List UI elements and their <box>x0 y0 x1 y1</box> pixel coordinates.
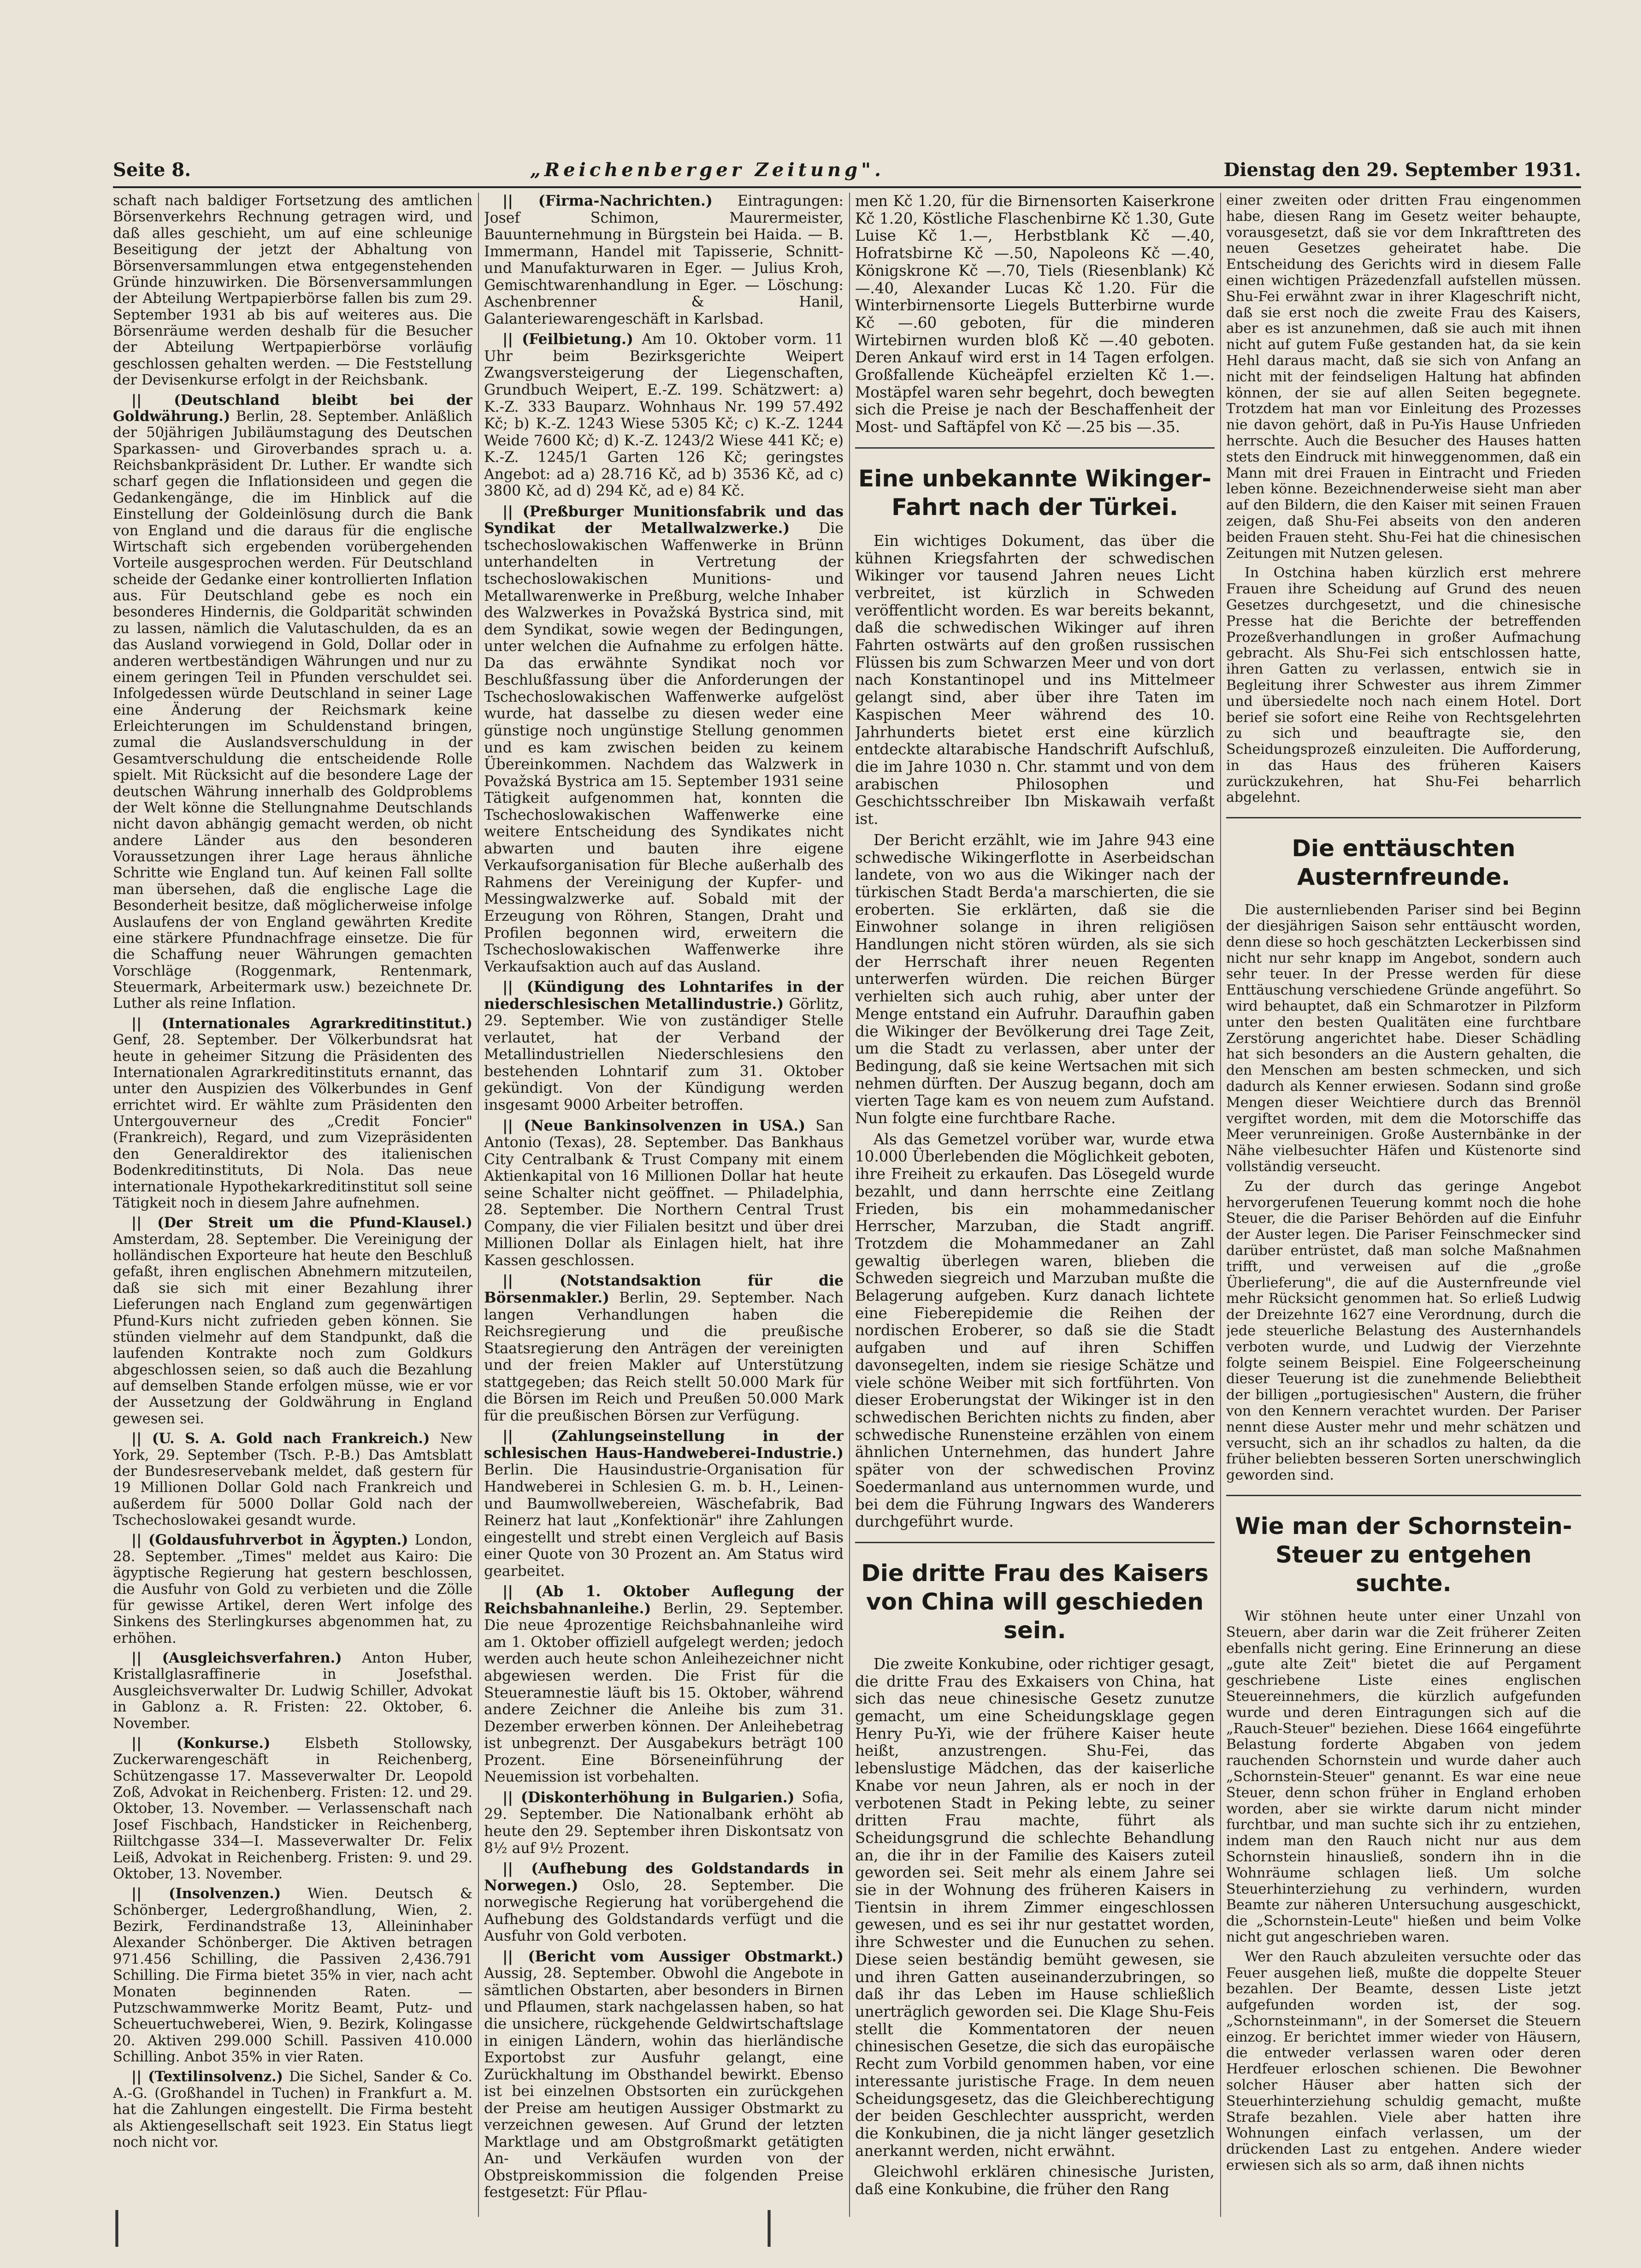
notice <box>484 193 844 327</box>
notice-heading: || (Deutschland bleibt bei der Goldwährung.) <box>113 391 472 425</box>
notice-text: Wien. Deutsch & Schönberger, Ledergroßhandlung, Wien, 2. Bezirk, Ferdinandstraße 13, Alleininhaber Alexander Schönberger. Die Aktiven betragen 971.456 Schilling, die Passiven 2,436.791 Schilling. Die Firma bietet 35% in vier, nach acht Monaten beginnenden Raten. — Putzschwammwerke Moritz Beamt, Putz- und Scheuertuchweberei, Wien, 9. Bezirk, Kolingasse 20. Aktiven 299.000 Schill. Passiven 410.000 Schilling. Anbot 35% in vier Raten. <box>113 1886 472 2065</box>
article-paragraph: In Ostchina haben kürzlich erst mehrere Frauen ihre Scheidung auf Grund des neuen Gesetzes durchgesetzt, und die chinesische Presse hat die Berichte der betreffenden Prozeßverhandlungen in großer Aufmachung gebracht. Als Shu-Fei sich entschlossen hatte, ihren Gatten zu verlassen, entwich sie in Begleitung ihrer Schwester aus ihrem Zimmer und übersiedelte noch nach einem Hotel. Dort berief sie sofort eine Reihe von Rechtsgelehrten zu sich und beauftragte sie, den Scheidungsprozeß einzuleiten. Die Aufforderung, in das Haus des früheren Kaisers zurückzukehren, hat Shu-Fei beharrlich abgelehnt. <box>1226 565 1581 806</box>
notice-heading: || (Notstandsaktion für die Börsenmakler.) <box>484 1272 844 1306</box>
article-paragraph: Der Bericht erzählt, wie im Jahre 943 eine schwedische Wikingerflotte in Aserbeidschan landete, von wo aus die Wikinger nach der türkischen Stadt Berda'a marschierten, die sie eroberten. Sie erklärten, daß sie die Einwohner solange in ihren religiösen Handlungen nicht stören würden, als sie sich der Herrschaft ihrer neuen Regenten unterwerfen würden. Die reichen Bürger verhielten sich auch ruhig, aber unter der Menge entstand ein Aufruhr. Daraufhin gaben die Wikinger der Bevölkerung drei Tage Zeit, um die Stadt zu verlassen, aber unter der Bedingung, daß sie keine Wertsachen mit sich nehmen dürften. Der Auszug begann, doch am vierten Tage kam es von neuem zum Aufstand. Nun folgte eine furchtbare Rache. <box>855 831 1215 1127</box>
column-divider <box>1220 193 1221 2217</box>
notice <box>484 1428 844 1580</box>
notice-heading: || (Feilbietung.) <box>502 331 633 348</box>
notice <box>484 979 844 1113</box>
notice <box>484 1948 844 2201</box>
notice-text: Berlin, 29. September. Nach langen Verhandlungen haben die Reichsregierung und die preußische Staatsregierung den Anträgen der vereinigten und der freien Makler auf Unterstützung stattgegeben; das Reich stellt 50.000 Mark für die Börsen im Reich und Preußen 50.000 Mark für die preußischen Börsen zur Verfügung. <box>484 1290 844 1424</box>
notice-text: Berlin, 29. September. Die neue 4prozentige Reichsbahnanleihe wird am 1. Oktober offiziell aufgelegt werden; jedoch werden auch heute schon Anleihezeichner nicht abgewiesen werden. Die Frist für die Steueramnestie läuft bis 15. Oktober, während andere Zeichner die Anleihe bis zum 31. Dezember erwerben können. Der Anleihebetrag ist unbegrenzt. Der Ausgabekurs beträgt 100 Prozent. Eine Börseneinführung der Neuemission ist vorbehalten. <box>484 1600 844 1786</box>
notice-text: Die Sichel, Sander & Co. A.-G. (Großhandel in Tuchen) in Frankfurt a. M. hat die Zahlungen eingestellt. Die Firma besteht als Aktiengesellschaft seit 1923. Ein Status liegt noch nicht vor. <box>113 2069 472 2150</box>
notice <box>113 1532 472 1646</box>
notice <box>484 331 844 499</box>
article-paragraph: Die zweite Konkubine, oder richtiger gesagt, die dritte Frau des Exkaisers von China, hat sich das neue chinesische Gesetz zunutze gemacht, um eine Scheidungsklage gegen Henry Pu-Yi, wie der frühere Kaiser heute heißt, anzustrengen. Shu-Fei, das lebenslustige Mädchen, das der kaiserliche Knabe vor neun Jahren, als er noch in der verbotenen Stadt in Peking lebte, zu seiner dritten Frau machte, führt als Scheidungsgrund die schlechte Behandlung an, die ihr in der Familie des Kaisers zuteil geworden sei. Seit mehr als einem Jahre sei sie in der Wohnung des früheren Kaisers in Tientsin in ihrem Zimmer eingeschlossen gewesen, und es sei ihr nur gestattet worden, ihre Schwester und die Eunuchen zu sehen. Diese seien beständig bemüht gewesen, sie und ihren Gatten auseinanderzubringen, so daß ihr das Leben im Hause schließlich unerträglich geworden sei. Die Klage Shu-Feis stellt die Kommentatoren der neuen chinesischen Gesetze, die sich das europäische Recht zum Vorbild genommen haben, vor eine interessante juristische Frage. In dem neuen Scheidungsgesetz, das die Gleichberechtigung der beiden Geschlechter ausspricht, werden die Konkubinen, die ja nicht länger gesetzlich anerkannt werden, nicht erwähnt. <box>855 1655 1215 2160</box>
article-paragraph: Wir stöhnen heute unter einer Unzahl von Steuern, aber darin war die Zeit früherer Zeiten ebenfalls nicht gering. Eine Erinnerung an diese „gute alte Zeit" bietet die auf Pergament geschriebene Liste eines englischen Steuereinnehmers, die kürzlich aufgefunden wurde und deren Eintragungen sich auf die „Rauch-Steuer" beziehen. Diese 1664 eingeführte Belastung forderte Abgaben von jedem rauchenden Schornstein und wurde daher auch „Schornstein-Steuer" genannt. Es war eine neue Steuer, denn schon früher in England erhoben worden, aber sie wirkte darum nicht minder furchtbar, und man suchte sich ihr zu entziehen, indem man den Rauch nicht nur aus dem Schornstein hinausließ, sondern ihn in die Wohnräume schlagen ließ. Um solche Steuerhinterziehung zu verhindern, wurden Beamte zur näheren Untersuchung ausgeschickt, die „Schornstein-Leute" hießen und beim Volke nicht gut angeschrieben waren. <box>1226 1608 1581 1945</box>
scan-mark: | <box>763 2204 775 2247</box>
notice-text: Berlin, 28. September. Anläßlich der 50jährigen Jubiläumstagung des Deutschen Sparkassen- und Giroverbandes sprach u. a. Reichsbankpräsident Dr. Luther. Er wandte sich scharf gegen die Inflationsideen und gegen die Gedankengänge, die im Hinblick auf die Einstellung der Goldeinlösung durch die Bank von England und die daraus für die englische Wirtschaft sich ergebenden vorübergehenden Vorteile ausgesprochen werden. Für Deutschland scheide der Gedanke einer kontrollierten Inflation aus. Für Deutschland gebe es noch ein besonderes Hindernis, die Goldparität schwinden zu lassen, nämlich die Valutaschulden, da es an das Ausland vorwiegend in Gold, Dollar oder in anderen wertbeständigen Währungen und nur zu einem geringen Teil in Pfunden verschuldet sei. Infolgedessen würde Deutschland in seiner Lage eine Änderung der Reichsmark keine Erleichterungen im Schuldenstand bringen, zumal die Auslandsverschuldung in der Gesamtverschuldung die entscheidende Rolle spielt. Mit Rücksicht auf die besondere Lage der deutschen Währung innerhalb des Goldproblems der Welt könne die Stellungnahme Deutschlands nicht davon abhängig gemacht werden, ob nicht andere Länder aus den besonderen Voraussetzungen ihrer Lage heraus ähnliche Schritte wie England tun. Auf keinen Fall sollte man übersehen, daß die englische Lage die Besonderheit besitze, daß möglicherweise infolge Auslaufens der von England gewährten Kredite eine stärkere Pfundnachfrage einsetze. Die für die Schaffung neuer Währungen gemachten Vorschläge (Roggenmark, Rentenmark, Steuermark, Arbeitermark usw.) bezeichnete Dr. Luther als reine Inflation. <box>113 408 472 1012</box>
notice-heading: || (Internationales Agrarkreditinstitut.) <box>131 1015 472 1032</box>
notice-heading: || (Neue Bankinsolvenzen in USA.) <box>502 1117 806 1134</box>
notice <box>484 1789 844 1857</box>
article-continuation: einer zweiten oder dritten Frau eingenommen habe, diesen Rang im Gesetz weiter behaupte, vorausgesetzt, daß sie vor dem Inkrafttreten des neuen Gesetzes geheiratet habe. Die Entscheidung des Gerichts wird in diesem Falle einen wichtigen Präzedenzfall aufstellen müssen. Shu-Fei erwähnt zwar in ihrer Klageschrift nicht, daß sie erst noch die zweite Frau des Kaisers, aber es ist anzunehmen, daß sie auch mit ihnen nicht auf gutem Fuße gestanden hat, da sie kein Hehl daraus macht, daß sie sich von Anfang an nicht mit der feindseligen Haltung hat abfinden können, der sie auf allen Seiten begegnete. Trotzdem hat man vor Einleitung des Prozesses nie davon gehört, daß in Pu-Yis Hause Unfrieden herrschte. Auch die Besucher des Hauses hatten stets den Eindruck mit hinweggenommen, daß ein Mann mit drei Frauen in Eintracht und Frieden leben könne. Bezeichnenderweise sieht man aber auf den Bildern, die den Kaiser mit seinen Frauen zeigen, daß Shu-Fei abseits von den anderen beiden Frauen steht. Shu-Fei hat die chinesischen Zeitungen mit Nutzen gelesen. <box>1226 193 1581 562</box>
article-paragraph: Als das Gemetzel vorüber war, wurde etwa 10.000 Überlebenden die Möglichkeit geboten, ihre Freiheit zu erkaufen. Das Lösegeld wurde bezahlt, und dann herrschte eine Zeitlang Frieden, bis ein mohammedanischer Herrscher, Marzuban, die Stadt angriff. Trotzdem die Mohammedaner an Zahl gewaltig überlegen waren, blieben die Schweden siegreich und Marzuban mußte die Belagerung aufgeben. Kurz danach lichtete eine Fieberepidemie die Reihen der nordischen Eroberer, so daß sie die Stadt aufgaben und auf ihren Schiffen davonsegelten, indem sie riesige Schätze und viele schöne Weiber mit sich fortführten. Von dieser Eroberungstat der Wikinger ist in den schwedischen Berichten nichts zu finden, aber schwedische Runensteine erzählen von einem ähnlichen Unternehmen, das hundert Jahre später von der schwedischen Provinz Soedermanland aus unternommen wurde, und bei dem die Führung Ingwars des Wanderers durchgeführt wurde. <box>855 1130 1215 1531</box>
page-header <box>113 156 1581 184</box>
article-paragraph: Gleichwohl erklären chinesische Juristen, daß eine Konkubine, die früher den Rang <box>855 2163 1215 2198</box>
article-paragraph: Die austernliebenden Pariser sind bei Beginn der diesjährigen Saison sehr enttäuscht worden, denn diese so hoch geschätzten Leckerbissen sind nicht nur sehr knapp im Angebot, sondern auch sehr teuer. In der Presse werden für diese Enttäuschung verschiedene Gründe angeführt. So wird behauptet, daß ein Schmarotzer in Pilzform unter den besten Qualitäten eine furchtbare Zerstörung angerichtet habe. Dieser Schädling hat sich besonders an die Austern gehalten, die den Menschen am besten schmecken, und sich dadurch als Kenner erwiesen. Sodann sind große Mengen dieser Weichtiere durch das Brennöl vergiftet worden, mit dem die Motorschiffe das Meer verunreinigen. Große Austernbänke in der Nähe vielbesuchter Häfen und Küstenorte sind vollständig verseucht. <box>1226 902 1581 1175</box>
notice-text: Görlitz, 29. September. Wie von zuständiger Stelle verlautet, hat der Verband der Metallindustriellen Niederschlesiens den bestehenden Lohntarif zum 31. Oktober gekündigt. Von der Kündigung werden insgesamt 9000 Arbeiter betroffen. <box>484 995 844 1113</box>
notice-text: Aussig, 28. September. Obwohl die Angebote in sämtlichen Obstarten, aber besonders in Birnen und Pflaumen, stark nachgelassen haben, so hat die unsichere, rückgehende Geldwirtschaftslage in einigen Ländern, wohin das hierländische Exportobst zur Ausfuhr gelangt, eine Zurückhaltung im Obsthandel bewirkt. Ebenso ist bei einzelnen Obstsorten ein zurückgehen der Preise am heutigen Aussiger Obstmarkt zu verzeichnen gewesen. Auf Grund der letzten Marktlage und am Obstgroßmarkt getätigten An- und Verkäufen wurden von der Obstpreiskommission die folgenden Preise festgesetzt: Für Pflau- <box>484 1965 844 2201</box>
notice-heading: || (Bericht vom Aussiger Obstmarkt.) <box>502 1948 844 1965</box>
notice-text: Amsterdam, 28. September. Die Vereinigung der holländischen Exporteure hat heute den Beschluß gefaßt, ihren englischen Abnehmern mitzuteilen, daß sie sich mit einer Bezahlung ihrer Lieferungen nach England zum gegenwärtigen Pfund-Kurs nicht zufrieden geben können. Sie stünden vielmehr auf dem Standpunkt, daß die laufenden Kontrakte noch zum Goldkurs abgeschlossen seien, so daß auch die Bezahlung auf demselben Stande erfolgen müsse, wie er vor der Aussetzung der Goldwährung in England gewesen sei. <box>113 1231 472 1427</box>
notice-text: Genf, 28. September. Der Völkerbundsrat hat heute in geheimer Sitzung die Präsidenten des Internationalen Agrarkreditinstituts ernannt, das unter den Auspizien des Völkerbundes in Genf errichtet wird. Er wählte zum Präsidenten den Untergouverneur des „Credit Foncier" (Frankreich), Regard, und zum Vizepräsidenten den Generaldirektor des italienischen Bodenkreditinstituts, Di Nola. Das neue internationale Hypothekarkreditinstitut soll seine Tätigkeit noch in diesem Jahre aufnehmen. <box>113 1032 472 1211</box>
headline-oyster-lovers: Die enttäuschten Austernfreunde. <box>1292 835 1516 891</box>
column-4-features <box>1226 193 1581 2217</box>
notice-heading: || (Preßburger Munitionsfabrik und das Syndikat der Metallwalzwerke.) <box>484 503 844 537</box>
headline-chimney-tax: Wie man der Schornstein-Steuer zu entgehen suchte. <box>1235 1512 1572 1597</box>
notice <box>484 1273 844 1424</box>
notice-text: Berlin. Die Hausindustrie-Organisation für Handweberei in Schlesien G. m. b. H., Leinen- und Baumwollwebereien, Wäschefabrik, Bad Reinerz hat laut „Konfektionär" ihre Zahlungen eingestellt und strebt einen Vergleich auf Basis einer Quote von 30 Prozent an. Am Status wird gearbeitet. <box>484 1462 844 1580</box>
notice-text: Am 10. Oktober vorm. 11 Uhr beim Bezirksgerichte Weipert Zwangsversteigerung der Liegenschaften, Grundbuch Weipert, E.-Z. 199. Schätzwert: a) K.-Z. 333 Bauparz. Wohnhaus Nr. 199 57.492 Kč; b) K.-Z. 1243 Wiese 5305 Kč; c) K.-Z. 1244 Weide 7600 Kč; d) K.-Z. 1243/2 Wiese 441 Kč; e) K.-Z. 1245/1 Garten 126 Kč; geringstes Angebot: ad a) 28.716 Kč, ad b) 3536 Kč, ad c) 3800 Kč, ad d) 294 Kč, ad e) 84 Kč. <box>484 331 844 500</box>
notice-text: San Antonio (Texas), 28. September. Das Bankhaus City Centralbank & Trust Company mit einem Aktienkapital von 16 Millionen Dollar hat heute seine Schalter nicht geöffnet. — Philadelphia, 28. September. Die Northern Central Trust Company, die vier Filialen besitzt und über drei Millionen Dollar als Einlagen hielt, hat ihre Kassen geschlossen. <box>484 1117 844 1269</box>
notice <box>113 1886 472 2065</box>
notice-heading: || (Diskonterhöhung in Bulgarien.) <box>502 1788 795 1806</box>
article-paragraph: Zu der durch das geringe Angebot hervorgerufenen Teuerung kommt noch die hohe Steuer, die die Pariser Behörden auf die Einfuhr der Auster legen. Die Pariser Feinschmecker sind darüber entrüstet, daß man solche Maßnahmen trifft, und verweisen auf die „große Überlieferung", die auf die Austernfreunde viel mehr Rücksicht genommen hat. So erließ Ludwig der Dreizehnte 1627 eine Verordnung, durch die jede steuerliche Belastung des Austernhandels verboten wurde, und Ludwig der Vierzehnte folgte seinem Beispiel. Eine Folgeerscheinung dieser Teuerung ist die zunehmende Beliebtheit der billigen „portugiesischen" Austern, die früher von den Kennern verachtet wurden. Der Pariser nennt diese Auster mehr und mehr schätzen und versucht, sich an ihr schadlos zu halten, da die früher beliebten besseren Sorten unerschwinglich geworden sind. <box>1226 1178 1581 1484</box>
notice-heading: || (Aufhebung des Goldstandards in Norwegen.) <box>484 1860 844 1894</box>
headline-viking-voyage: Eine unbekannte Wikinger-Fahrt nach der Türkei. <box>858 465 1211 521</box>
notice <box>484 1860 844 1945</box>
article-separator <box>855 1542 1215 1543</box>
notice-text: New York, 29. September (Tsch. P.-B.) Das Amtsblatt der Bundesreservebank meldet, daß gestern für 19 Millionen Dollar Gold nach Frankreich und außerdem für 5000 Dollar Gold nach der Tschechoslowakei gesandt wurde. <box>113 1431 472 1528</box>
notice <box>113 2069 472 2150</box>
notice <box>113 1735 472 1882</box>
issue-date: Dienstag den 29. September 1931. <box>1223 159 1581 181</box>
notice-text: London, 28. September. „Times" meldet aus Kairo: Die ägyptische Regierung hat gestern beschlossen, die Ausfuhr von Gold zu verbieten und die Zölle für gewisse Artikel, deren Wert infolge des Sinkens des Sterlingkurses abgenommen hat, zu erhöhen. <box>113 1532 472 1646</box>
header-rule <box>113 186 1581 188</box>
notice <box>484 1118 844 1269</box>
notice-heading: || (Ausgleichsverfahren.) <box>131 1650 342 1666</box>
column-2-business-news <box>484 193 844 2217</box>
notice-text: Eintragungen: Josef Schimon, Maurermeister, Bauunternehmung in Bürgstein bei Haida. — B. Immermann, Handel mit Tapisserie, Schnitt- und Manufakturwaren in Eger. — Julius Kroh, Gemischtwarenhandlung in Eger. — Löschung: Aschenbrenner & Hanil, Galanteriewarengeschäft in Karlsbad. <box>484 193 844 327</box>
article-paragraph: Wer den Rauch abzuleiten versuchte oder das Feuer ausgehen ließ, mußte die doppelte Steuer bezahlen. Der Beamte, dessen Liste jetzt aufgefunden worden ist, der sog. „Schornsteinmann", in der Somerset die Steuern einzog. Er berichtet immer wieder von Häusern, die entweder verlassen waren oder deren Herdfeuer erloschen schienen. Die Bewohner solcher Häuser aber hatten sich der Steuerhinterziehung schuldig gemacht, mußte Strafe bezahlen. Viele aber hatten ihre Wohnungen einfach verlassen, um der drückenden Last zu entgehen. Andere wieder erwiesen sich als so arm, daß ihnen nichts <box>1226 1948 1581 2174</box>
notice-text: Sofia, 29. September. Die Nationalbank erhöht ab heute den 29. September ihren Diskontsatz von 8½ auf 9½ Prozent. <box>484 1789 844 1857</box>
notice <box>113 1650 472 1732</box>
notice-heading: || (Goldausfuhrverbot in Ägypten.) <box>131 1532 408 1549</box>
column-1-business-news <box>113 193 472 2217</box>
notice-heading: || (Ab 1. Oktober Auflegung der Reichsbahnanleihe.) <box>484 1583 844 1617</box>
notice-heading: || (Insolvenzen.) <box>131 1885 281 1902</box>
article-separator <box>1226 1495 1581 1496</box>
notice-heading: || (Der Streit um die Pfund-Klausel.) <box>131 1214 472 1232</box>
headline-emperor-divorce: Die dritte Frau des Kaisers von China will geschieden sein. <box>861 1559 1209 1644</box>
article-separator <box>855 447 1215 449</box>
market-report-continuation: men Kč 1.20, für die Birnensorten Kaiserkrone Kč 1.20, Köstliche Flaschenbirne Kč 1.30, Gute Luise Kč 1.—, Herbstblank Kč —.40, Hofratsbirne Kč —.50, Napoleons Kč —.40, Königskrone Kč —.70, Tiels (Riesenblank) Kč —.40, Alexander Lucas Kč 1.20. Für die Winterbirnensorte Liegels Butterbirne wurde Kč —.60 geboten, für die minderen Wirtebirnen wurden bloß Kč —.40 geboten. Deren Ankauf wird erst in 14 Tagen erfolgen. Großfallende Kücheäpfel erzielten Kč 1.—. Mostäpfel waren sehr begehrt, doch bewegten sich die Preise je nach der Beschaffenheit der Most- und Saftäpfel von Kč —.25 bis —.35. <box>855 193 1215 436</box>
notice-heading: || (Konkurse.) <box>131 1735 271 1752</box>
notice <box>484 1583 844 1786</box>
notice-text: schaft nach baldiger Fortsetzung des amtlichen Börsenverkehrs Rechnung getragen wird, und daß alles geschieht, um auf eine schleunige Beseitigung der jetzt der Abhaltung von Börsenversammlungen etwa entgegenstehenden Gründe hinzuwirken. Die Börsenversammlungen der Abteilung Wertpapierbörse fallen bis zum 29. September 1931 ab bis auf weiteres aus. Die Börsenräume werden deshalb für die Besucher der Abteilung Wertpapierbörse vorläufig geschlossen gehalten werden. — Die Feststellung der Devisenkurse erfolgt in der Reichsbank. <box>113 193 472 389</box>
article-separator <box>1226 817 1581 818</box>
notice-heading: || (Zahlungseinstellung in der schlesischen Haus-Handweberei-Industrie.) <box>484 1427 844 1462</box>
notice <box>113 1016 472 1212</box>
column-divider <box>849 193 850 2217</box>
column-3-features <box>855 193 1215 2217</box>
notice-text: Die tschechoslowakischen Waffenwerke in Brünn unterhandelten in Vertretung der tschechoslowakischen Munitions- und Metallwarenwerke in Preßburg, welche Inhaber des Walzwerkes in Považská Bystrica sind, mit dem Syndikat, sowie wegen der Bedingungen, unter welchen die Aufnahme zu erfolgen hätte. Da das erwähnte Syndikat noch vor Beschlußfassung über die Anforderungen der Tschechoslowakischen Waffenwerke aufgelöst wurde, hat dasselbe zu diesen weder eine günstige noch ungünstige Stellung genommen und es kam zwischen beiden zu keinem Übereinkommen. Nachdem das Walzwerk in Považská Bystrica am 15. September 1931 seine Tätigkeit aufgenommen hat, konnten die Tschechoslowakischen Waffenwerke eine weitere Entscheidung des Syndikates nicht abwarten und bauten ihre eigene Verkaufsorganisation für Bleche außerhalb des Rahmens der Vereinigung der Kupfer- und Messingwalzwerke auf. Sobald mit der Erzeugung von Röhren, Stangen, Draht und Profilen begonnen wird, erweitern die Tschechoslowakischen Waffenwerke ihre Verkaufsaktion auch auf das Ausland. <box>484 520 844 975</box>
notice-text: Elsbeth Stollowsky, Zuckerwarengeschäft in Reichenberg, Schützengasse 17. Masseverwalter Dr. Leopold Zoß, Advokat in Reichenberg. Fristen: 12. und 29. Oktober, 13. November. — Verlassenschaft nach Josef Fischbach, Handsticker in Reichenberg, Riiltchgasse 334—I. Masseverwalter Dr. Felix Leiß, Advokat in Reichenberg. Fristen: 9. und 29. Oktober, 13. November. <box>113 1735 472 1882</box>
notice <box>113 1215 472 1427</box>
masthead: „Reichenberger Zeitung". <box>530 159 885 181</box>
notice <box>113 392 472 1012</box>
notice-heading: || (Textilinsolvenz.) <box>131 2068 283 2085</box>
page-number: Seite 8. <box>113 159 191 181</box>
column-divider <box>478 193 479 2217</box>
notice-heading: || (U. S. A. Gold nach Frankreich.) <box>131 1430 430 1447</box>
notice <box>484 503 844 975</box>
article-paragraph: Ein wichtiges Dokument, das über die kühnen Kriegsfahrten der schwedischen Wikinger vor tausend Jahren neues Licht verbreitet, ist kürzlich in Schweden veröffentlicht worden. Es war bereits bekannt, daß die schwedischen Wikinger auf ihren Fahrten ostwärts auf den großen russischen Flüssen bis zum Schwarzen Meer und von dort nach Konstantinopel und ins Mittelmeer gelangt sind, aber über ihre Taten im Kaspischen Meer während des 10. Jahrhunderts bietet erst eine kürzlich entdeckte altarabische Handschrift Aufschluß, die im Jahre 1030 n. Chr. stammt und von dem arabischen Philosophen und Geschichtsschreiber Ibn Miskawaih verfaßt ist. <box>855 532 1215 828</box>
notice <box>113 1431 472 1528</box>
notice-text: Oslo, 28. September. Die norwegische Regierung hat vorübergehend die Aufhebung des Goldstandards verfügt und die Ausfuhr von Gold verboten. <box>484 1877 844 1945</box>
notice-heading: || (Kündigung des Lohntarifes in der niederschlesischen Metallindustrie.) <box>484 978 844 1013</box>
notice-text: Anton Huber, Kristallglasraffinerie in Josefsthal. Ausgleichsverwalter Dr. Ludwig Schiller, Advokat in Gablonz a. R. Fristen: 22. Oktober, 6. November. <box>113 1650 472 1732</box>
notice-heading: || (Firma-Nachrichten.) <box>502 193 713 209</box>
scan-mark: | <box>111 2204 123 2247</box>
